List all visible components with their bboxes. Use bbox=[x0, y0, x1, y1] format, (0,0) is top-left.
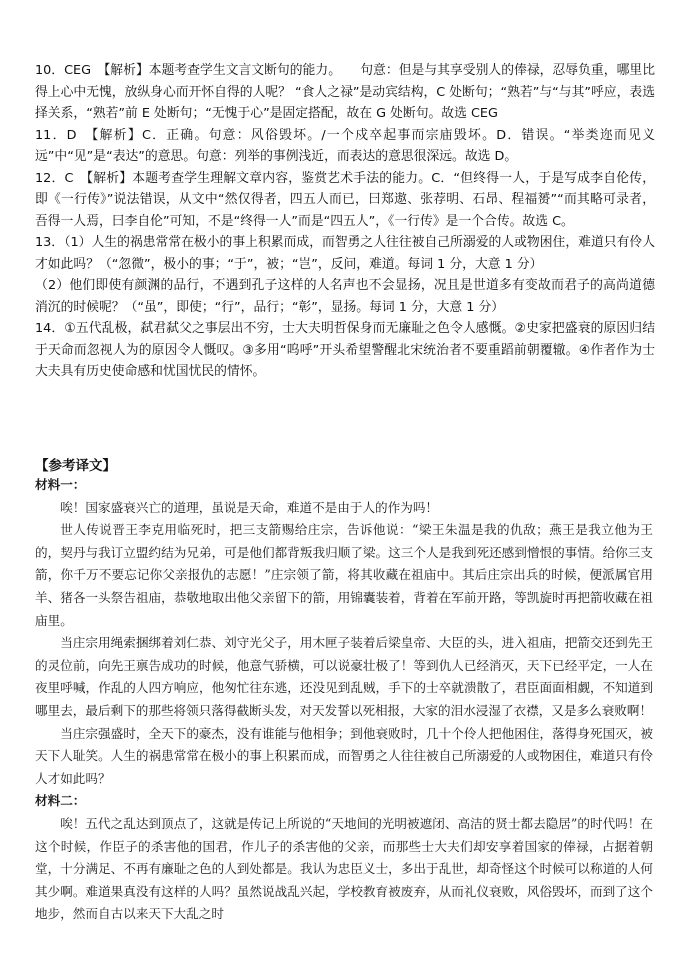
answer-13-1: 13．（1）人生的祸患常常在极小的事上积累而成，而智勇之人往往被自己所溺爱的人或物困住，难道只有伶人才如此吗？（“忽微”，极小的事；“于”，被；“岂”，反问，难道。每词 1 分，大意 1 分） bbox=[35, 235, 655, 272]
answer-section bbox=[35, 60, 655, 383]
answer-13-2: （2）他们即使有颜渊的品行，不遇到孔子这样的人名声也不会显扬，况且是世道多有变故而君子的高尚道德消沉的时候呢？（“虽”，即使；“行”，品行；“彰”，显扬。每词 1 分，大意 1 分） bbox=[35, 278, 655, 315]
material-1-paragraph: 世人传说晋王李克用临死时，把三支箭赐给庄宗，告诉他说：“梁王朱温是我的仇敌；燕王是我立他为王的，契丹与我订立盟约结为兄弟，可是他们都背叛我归顺了梁。这三个人是我到死还感到憎恨的事情。给你三支箭，你千万不要忘记你父亲报仇的志愿！”庄宗领了箭，将其收藏在祖庙中。其后庄宗出兵的时候，便派属官用羊、猪各一头祭告祖庙，恭敬地取出他父亲留下的箭，用锦囊装着，背着在军前开路，等凯旋时再把箭收藏在祖庙里。 bbox=[35, 522, 653, 628]
material-2-paragraph: 唉！五代之乱达到顶点了，这就是传记上所说的“天地间的光明被遮闭、高洁的贤士都去隐居”的时代吗！在这个时候，作臣子的杀害他的国君，作儿子的杀害他的父亲，而那些士大夫们却安享着国家的俸禄，占据着朝堂，十分满足、不再有廉耻之色的人到处都是。我认为忠臣义士，多出于乱世，却奇怪这个时候可以称道的人何其少啊。难道果真没有这样的人吗？虽然说战乱兴起，学校教育被废弃，从而礼仪衰败，风俗毁坏，而到了这个地步，然而自古以来天下大乱之时 bbox=[35, 815, 653, 922]
material-1-paragraph: 当庄宗强盛时，全天下的豪杰，没有谁能与他相争；到他衰败时，几十个伶人把他困住，落得身死国灭，被天下人耻笑。人生的祸患常常在极小的事上积累而成，而智勇之人往往被自己所溺爱的人或物困住，难道只有伶人才如此吗？ bbox=[35, 725, 653, 786]
answer-11: 11．D 【解析】C．正确。句意：风俗毁坏。/一个戍卒起事而宗庙毁坏。D．错误。“举类迩而见义远”中“见”是“表达”的意思。句意：列举的事例浅近，而表达的意思很深远。故选 D。 bbox=[35, 127, 655, 164]
translation-section bbox=[35, 474, 653, 926]
material-1-paragraph: 当庄宗用绳索捆绑着刘仁恭、刘守光父子，用木匣子装着后梁皇帝、大臣的头，进入祖庙，把箭交还到先王的灵位前，向先王禀告成功的时候，他意气骄横，可以说豪壮极了！等到仇人已经消灭，天下已经平定，一人在夜里呼喊，作乱的人四方响应，他匆忙往东逃，还没见到乱贼，手下的士卒就溃散了，君臣面面相觑，不知道到哪里去，最后剩下的那些将领只落得截断头发，对天发誓以死相报，大家的泪水浸湿了衣襟，又是多么衰败啊！ bbox=[35, 635, 653, 718]
answer-14: 14．①五代乱极，弑君弑父之事层出不穷，士大夫明哲保身而无廉耻之色令人感慨。②史家把盛衰的原因归结于天命而忽视人为的原因令人慨叹。③多用“呜呼”开头希望警醒北宋统治者不要重蹈前朝覆辙。④作者作为士大夫具有历史使命感和忧国忧民的情怀。 bbox=[35, 321, 655, 379]
answer-12: 12．C 【解析】本题考查学生理解文章内容，鉴赏艺术手法的能力。C．“但终得一人，于是写成李自伦传，即《一行传》”说法错误，从文中“然仅得者，四五人而已，曰郑遨、张荐明、石昂、程福赟”“而其略可录者，吾得一人焉，曰李自伦”可知，不是“终得一人”而是“四五人”，《一行传》是一个合传。故选 C。 bbox=[35, 170, 655, 229]
material-2-heading: 材料二： bbox=[35, 793, 86, 809]
material-1-paragraph: 唉！国家盛衰兴亡的道理，虽说是天命，难道不是由于人的作为吗！ bbox=[60, 499, 438, 515]
answer-10: 10．CEG 【解析】本题考查学生文言文断句的能力。 句意：但是与其享受别人的俸禄，忍辱负重，哪里比得上心中无愧，放纵身心而开怀自得的人呢？ “食人之禄”是动宾结构，C 处断句；“熟若”与“与其”呼应，表选择关系，“熟若”前 E 处断句；“无愧于心”是固定搭配，故在 G 处断句。故选 CEG bbox=[35, 63, 655, 121]
material-1-heading: 材料一： bbox=[35, 477, 86, 492]
reference-translation-heading: 【参考译文】 bbox=[35, 458, 116, 474]
